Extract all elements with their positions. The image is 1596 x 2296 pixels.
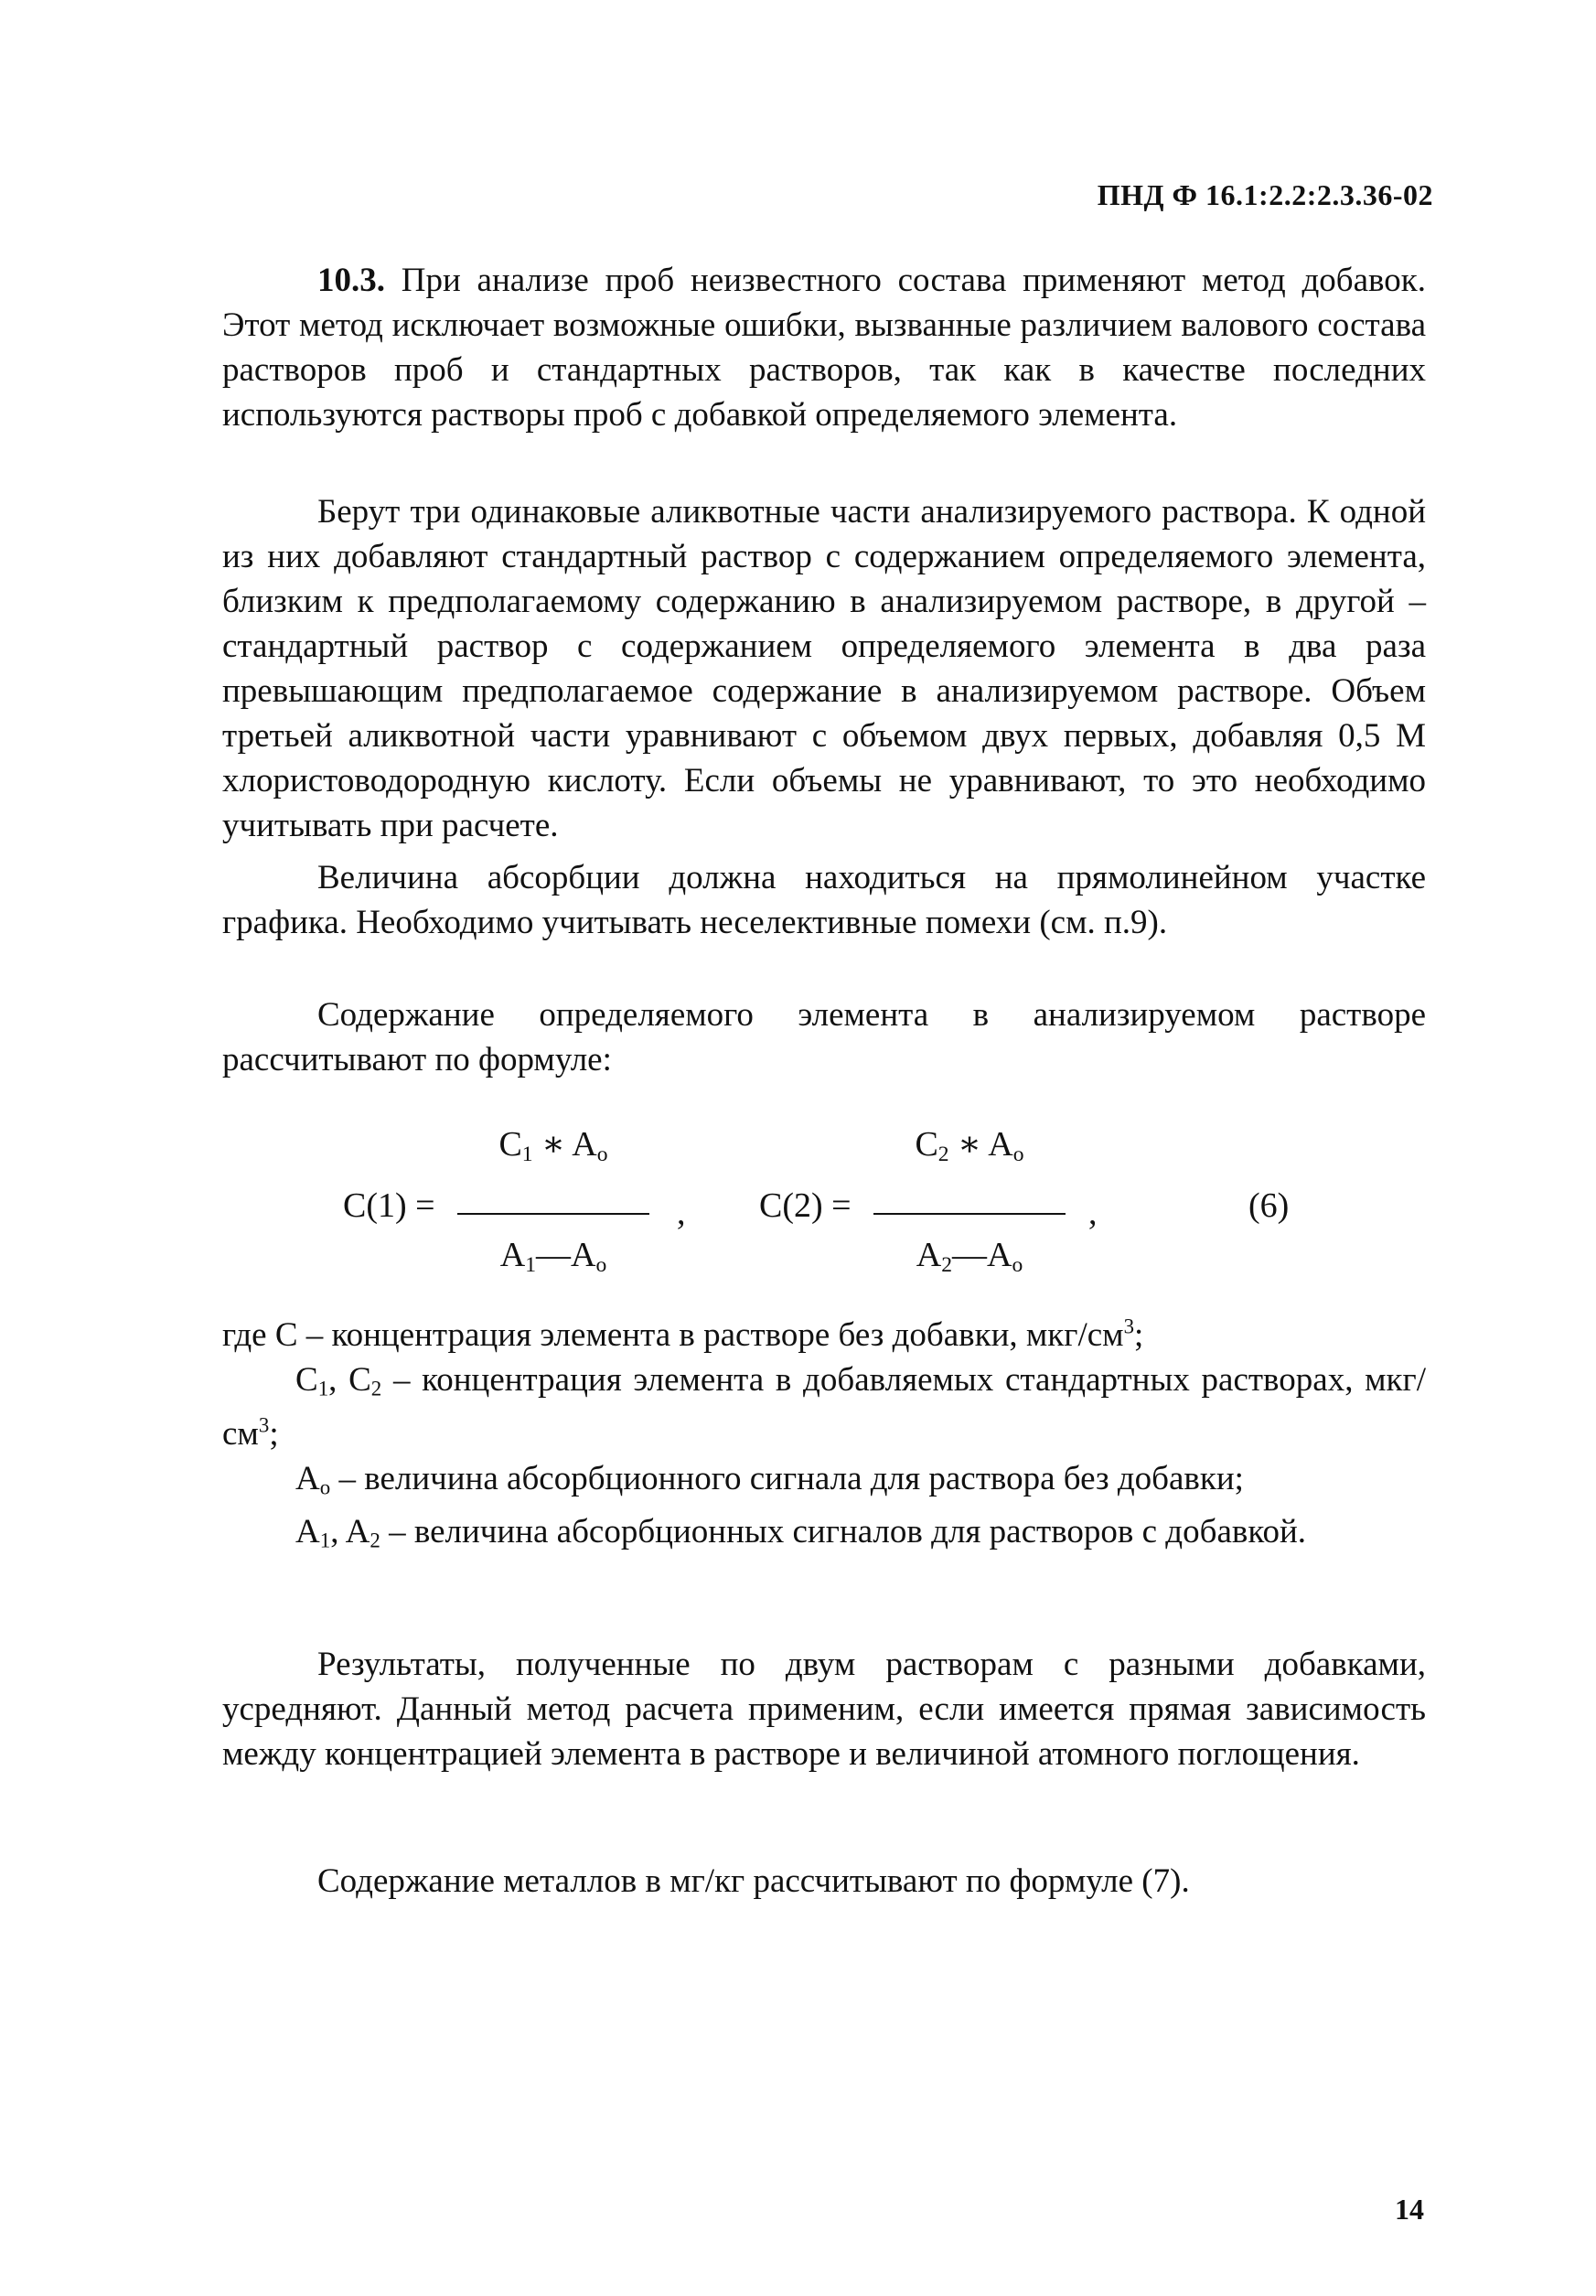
paragraph-aliquots <box>222 489 1426 848</box>
fraction-bar <box>873 1213 1066 1215</box>
paragraph-results <box>222 1642 1426 1776</box>
paragraph-text: Величина абсорбции должна находиться на прямолинейном участке графика. Необходимо учитывать неселективные помехи (см. п.9). <box>222 859 1426 941</box>
paragraph-text: Результаты, полученные по двум растворам с разными добавками, усредняют. Данный метод расчета применим, если имеется прямая зависимость между концентрацией элемента в растворе и величиной атомного поглощения. <box>222 1646 1426 1773</box>
page-number: 14 <box>1395 2193 1424 2226</box>
legend-line-c: где C – концентрация элемента в растворе без добавки, мкг/$см^3$; <box>222 1314 1144 1354</box>
formula-denominator-2: $A_2—A_o$ <box>916 1236 1023 1277</box>
paragraph-metals <box>222 1859 1426 1904</box>
paragraph-text: Содержание определяемого элемента в анализируемом растворе рассчитывают по формуле: <box>222 996 1426 1078</box>
paragraph-text: При анализе проб неизвестного состава применяют метод добавок. Этот метод исключает возможные ошибки, вызванные различием валового состава растворов проб и стандартных растворов, так как в качестве последних используются растворы проб с добавкой определяемого элемента. <box>222 262 1426 434</box>
paragraph-absorption <box>222 855 1426 945</box>
legend-line-a1-a2: $A_1$, $A_2$ – величина абсорбционных сигналов для растворов с добавкой. <box>295 1513 1306 1553</box>
formula-comma: , <box>677 1194 686 1232</box>
formula-comma: , <box>1088 1194 1098 1232</box>
paragraph-text: Содержание металлов в мг/кг рассчитывают по формуле (7). <box>317 1862 1190 1900</box>
formula-lhs-1: C(1) = <box>343 1186 435 1225</box>
formula-legend <box>222 1313 1426 1563</box>
formula-denominator-1: $A_1—A_o$ <box>499 1236 607 1277</box>
paragraph-formula-intro <box>222 992 1426 1082</box>
formula-numerator-2: $C_2$ ∗ $A_o$ <box>915 1125 1024 1166</box>
legend-line-a0: $A_o$ – величина абсорбционного сигнала для раствора без добавки; <box>295 1459 1244 1499</box>
fraction-bar <box>457 1213 649 1215</box>
paragraph-text: Берут три одинаковые аликвотные части анализируемого раствора. К одной из них добавляют стандартный раствор с содержанием определяемого элемента, близким к предполагаемому содержанию в анализируемом растворе, в другой – стандартный раствор с содержанием определяемого элемента в два раза превышающим предполагаемое содержание в анализируемом растворе. Объем третьей аликвотной части уравнивают с объемом двух первых, добавляя 0,5 М хлористоводородную кислоту. Если объемы не уравнивают, то это необходимо учитывать при расчете. <box>222 493 1426 844</box>
formula-number: (6) <box>1248 1186 1290 1225</box>
formula-lhs-2: C(2) = <box>759 1186 852 1225</box>
legend-line-c1-c2: $C_1$, $C_2$ – концентрация элемента в добавляемых стандартных растворах, мкг/$см^3$; <box>222 1361 1426 1453</box>
section-number: 10.3. <box>317 262 385 299</box>
formula-6 <box>329 1123 1335 1306</box>
paragraph-10-3 <box>222 258 1426 437</box>
document-code-header: ПНД Ф 16.1:2.2:2.3.36-02 <box>1097 178 1433 211</box>
formula-numerator-1: $C_1$ ∗ $A_o$ <box>498 1125 608 1166</box>
